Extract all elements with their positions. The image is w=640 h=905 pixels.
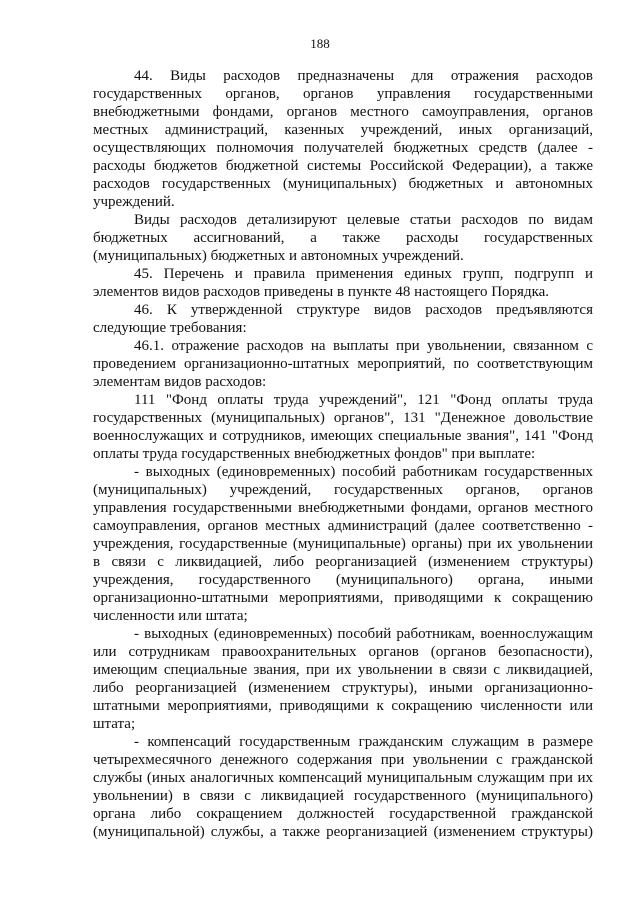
paragraph bbox=[93, 625, 593, 733]
text-line: следующие требования: bbox=[93, 320, 247, 336]
text-line: увольнении) в связи с ликвидацией государственного (муниципального) bbox=[93, 788, 593, 804]
page-number: 188 bbox=[310, 36, 330, 51]
text-line: органа либо сокращением должностей государственной гражданской bbox=[93, 806, 593, 822]
text-line: элементам видов расходов: bbox=[93, 374, 267, 390]
document-body bbox=[93, 67, 593, 841]
text-line: (муниципальных) бюджетных и автономных учреждений. bbox=[93, 248, 464, 264]
text-line: бюджетных ассигнований, а также расходы государственных bbox=[93, 230, 593, 246]
text-line: расходов государственных (муниципальных) бюджетных и автономных bbox=[93, 176, 593, 192]
paragraph bbox=[93, 463, 593, 625]
text-line: учреждения, государственного (муниципального) органа, иными bbox=[93, 572, 593, 588]
text-line: (муниципальных) учреждений, государственных органов, органов bbox=[93, 482, 593, 498]
text-line: элементов видов расходов приведены в пункте 48 настоящего Порядка. bbox=[93, 284, 550, 300]
text-line: внебюджетными фондами, органов местного самоуправления, органов bbox=[93, 104, 593, 120]
paragraph bbox=[93, 391, 593, 463]
text-line: расходы бюджетов бюджетной системы Российской Федерации), а также bbox=[93, 158, 593, 174]
text-line: службы (иных аналогичных компенсаций муниципальным служащим при их bbox=[93, 770, 593, 786]
text-line: государственных органов, органов управления государственными bbox=[93, 86, 593, 102]
paragraph bbox=[93, 67, 593, 211]
text-line: 46. К утвержденной структуре видов расходов предъявляются bbox=[134, 302, 593, 318]
text-line: штатными мероприятиями, приводящими к сокращению численности или bbox=[93, 698, 593, 714]
paragraph bbox=[93, 265, 593, 301]
text-line: военнослужащих и сотрудников, имеющих специальные звания", 141 "Фонд bbox=[93, 428, 593, 444]
text-line: 46.1. отражение расходов на выплаты при увольнении, связанном с bbox=[134, 338, 593, 354]
text-line: осуществляющих полномочия получателей бюджетных средств (далее - bbox=[93, 140, 593, 156]
text-line: - выходных (единовременных) пособий работникам, военнослужащим bbox=[134, 626, 593, 642]
paragraph bbox=[93, 337, 593, 391]
text-line: штата; bbox=[93, 716, 136, 732]
text-line: государственных (муниципальных) органов", 131 "Денежное довольствие bbox=[93, 410, 593, 426]
text-line: численности или штата; bbox=[93, 608, 248, 624]
text-line: оплаты труда государственных внебюджетных фондов" при выплате: bbox=[93, 446, 536, 462]
text-line: или сотрудникам правоохранительных органов (органов безопасности), bbox=[93, 644, 593, 660]
text-line: 44. Виды расходов предназначены для отражения расходов bbox=[134, 68, 593, 84]
text-line: 111 "Фонд оплаты труда учреждений", 121 "Фонд оплаты труда bbox=[134, 392, 593, 408]
text-line: учреждения, государственные (муниципальные) органы) при их увольнении bbox=[93, 536, 593, 552]
text-line: самоуправления, органов местных администраций (далее соответственно - bbox=[93, 518, 593, 534]
text-line: - компенсаций государственным гражданским служащим в размере bbox=[134, 734, 593, 750]
paragraph bbox=[93, 733, 593, 841]
text-line: учреждений. bbox=[93, 194, 175, 210]
paragraph bbox=[93, 301, 593, 337]
text-line: в связи с ликвидацией, либо реорганизацией (изменением структуры) bbox=[93, 554, 593, 570]
text-line: Виды расходов детализируют целевые статьи расходов по видам bbox=[134, 212, 593, 228]
paragraph bbox=[93, 211, 593, 265]
text-line: либо реорганизацией (изменением структуры), иными организационно- bbox=[93, 680, 593, 696]
text-line: проведением организационно-штатных мероприятий, по соответствующим bbox=[93, 356, 593, 372]
text-line: четырехмесячного денежного содержания при увольнении с гражданской bbox=[93, 752, 593, 768]
text-line: (муниципальной) службы, а также реорганизацией (изменением структуры) bbox=[93, 824, 593, 840]
text-line: - выходных (единовременных) пособий работникам государственных bbox=[134, 464, 593, 480]
text-line: 45. Перечень и правила применения единых групп, подгрупп и bbox=[134, 266, 593, 282]
text-line: местных администраций, казенных учреждений, иных организаций, bbox=[93, 122, 593, 138]
text-line: имеющим специальные звания, при их увольнении в связи с ликвидацией, bbox=[93, 662, 593, 678]
text-line: организационно-штатными мероприятиями, приводящими к сокращению bbox=[93, 590, 593, 606]
text-line: управления государственными внебюджетными фондами, органов местного bbox=[93, 500, 593, 516]
